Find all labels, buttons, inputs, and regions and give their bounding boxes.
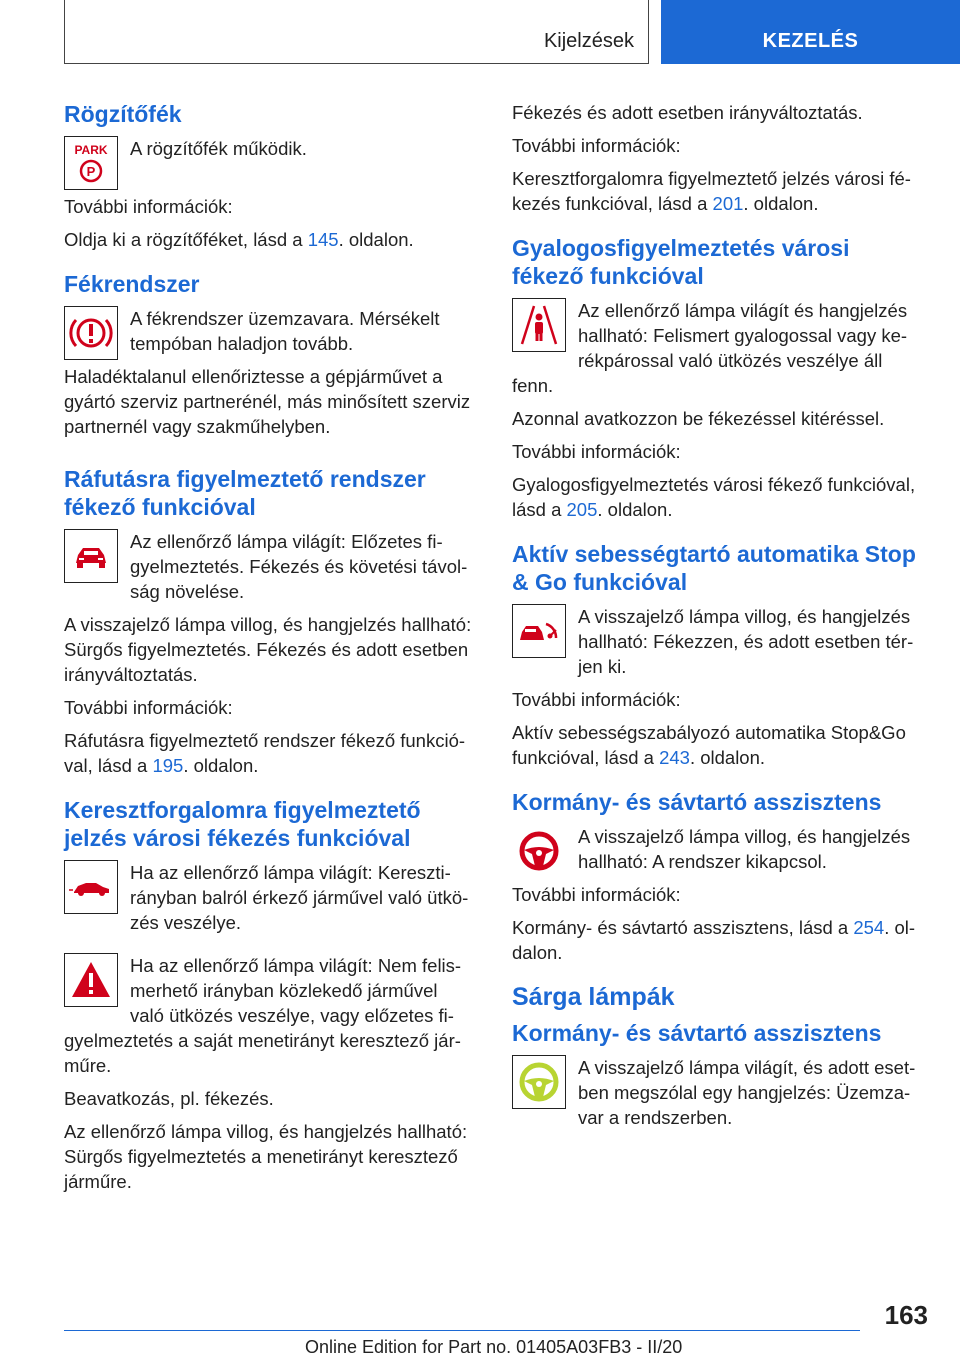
header-section <box>64 0 649 64</box>
cross-traffic-text1: Ha az ellenőrző lámpa világít: Keresztirányban balról érkező járművel való ütközés veszélye. <box>130 862 469 933</box>
footer-divider <box>64 1330 860 1331</box>
steering-wheel-red-icon <box>512 824 566 878</box>
pedestrian-warning-section <box>512 234 924 522</box>
steering-assist-text1: A visszajelző lámpa villog, és hangjelzés hallható: A rendszer kikapcsol. <box>578 826 911 872</box>
pedestrian-warning-ref: Gyalogosfigyelmeztetés városi fékező funkcióval, lásd a 205. oldalon. <box>512 474 916 520</box>
cross-traffic-ref: Keresztforgalomra figyelmeztető jelzés városi fékezés funkcióval, lásd a 201. oldalon. <box>512 168 911 214</box>
collision-warning-title: Ráfutásra figyelmeztető rendszer fékező funkcióval <box>64 466 426 520</box>
collision-warning-text2: A visszajelző lámpa villog, és hangjelzés hallható: Sürgős figyelmeztetés. Fékezés és adott esetben irányváltoztatás. <box>64 614 472 685</box>
page-link-243[interactable]: 243 <box>659 747 690 768</box>
brake-warning-icon <box>64 306 118 360</box>
brake-system-title: Fékrendszer <box>64 271 200 297</box>
left-column <box>64 100 476 1212</box>
warning-triangle-icon <box>64 953 118 1007</box>
collision-warning-ref: Ráfutásra figyelmeztető rendszer fékező funkcióval, lásd a 195. oldalon. <box>64 730 466 776</box>
collision-warning-text1: Az ellenőrző lámpa világít: Előzetes figyelmeztetés. Fékezés és követési távolság növelése. <box>130 531 468 602</box>
pedestrian-warning-text2: Azonnal avatkozzon be fékezéssel kitéréssel. <box>512 408 885 429</box>
page-link-205[interactable]: 205 <box>566 499 598 520</box>
cross-traffic-text3: Beavatkozás, pl. fékezés. <box>64 1088 274 1109</box>
steering-assist-yellow-section <box>512 1019 924 1138</box>
cross-traffic-text4: Az ellenőrző lámpa villog, és hangjelzés hallható: Sürgős figyelmeztetés a menetirányt keresztező járműre. <box>64 1121 468 1192</box>
pedestrian-warning-icon <box>512 298 566 352</box>
steering-assist-yellow-title: Kormány- és sávtartó asszisztens <box>512 1020 882 1046</box>
brake-system-text: A fékrendszer üzemzavara. Mérsékelt tempóban haladjon tovább. <box>130 308 440 354</box>
brake-system-advice: Haladéktalanul ellenőriztesse a gépjárművet a gyártó szerviz partnerénél, más minősített szerviz partnernél vagy szakműhelyben. <box>64 366 471 437</box>
header-chapter[interactable] <box>661 0 960 64</box>
steering-wheel-yellow-icon <box>512 1055 566 1109</box>
right-column <box>512 100 924 1156</box>
info-label: További információk: <box>64 697 233 718</box>
cross-traffic-title: Keresztforgalomra figyelmeztető jelzés városi fékezés funkcióval <box>64 797 421 851</box>
yellow-lamps-title: Sárga lámpák <box>512 983 675 1011</box>
page-number: 163 <box>884 1300 928 1330</box>
svg-text:P: P <box>86 164 96 179</box>
chapter-title: KEZELÉS <box>762 30 859 52</box>
acc-text1: A visszajelző lámpa villog, és hangjelzés hallható: Fékezzen, és adott esetben térjen ki. <box>578 606 914 677</box>
brake-system-section <box>64 270 476 447</box>
edition-footer: Online Edition for Part no. 01405A03FB3 - II/20 <box>305 1337 683 1357</box>
page-link-201[interactable]: 201 <box>712 193 744 214</box>
page-link-195[interactable]: 195 <box>152 755 184 776</box>
acc-warning-icon <box>512 604 566 658</box>
svg-text:PARK: PARK <box>74 143 108 157</box>
steering-assist-ref: Kormány- és sávtartó asszisztens, lásd a 254. oldalon. <box>512 917 916 963</box>
park-brake-text: A rögzítőfék működik. <box>130 138 307 159</box>
info-label: További információk: <box>512 884 681 905</box>
page-link-145[interactable]: 145 <box>307 229 339 250</box>
page-link-254[interactable]: 254 <box>853 917 885 938</box>
info-label: További információk: <box>512 441 681 462</box>
pedestrian-warning-title: Gyalogosfigyelmeztetés városi fékező funkcióval <box>512 235 850 289</box>
steering-assist-section <box>512 788 924 965</box>
cross-traffic-continued <box>512 100 924 216</box>
info-label: További információk: <box>512 689 681 710</box>
collision-warning-section <box>64 465 476 778</box>
acc-ref: Aktív sebességszabályozó automatika Stop&Go funkcióval, lásd a 243. oldalon. <box>512 722 906 768</box>
acc-title: Aktív sebességtartó automatika Stop & Go funkcióval <box>512 541 916 595</box>
collision-warning-icon <box>64 529 118 583</box>
section-title: Kijelzések <box>543 30 634 52</box>
cross-traffic-text2: Ha az ellenőrző lámpa világít: Nem felismerhető irányban közlekedő járművel való ütközés veszélye, vagy előzetes figyelmeztetés a saját menetirányt keresztező járműre. <box>64 955 462 1076</box>
park-brake-ref: Oldja ki a rögzítőféket, lásd a 145. oldalon. <box>64 229 414 250</box>
pedestrian-warning-text1: Az ellenőrző lámpa világít és hangjelzés hallható: Felismert gyalogossal vagy kerékpárossal való ütközés veszélye áll fenn. <box>512 300 908 396</box>
steering-assist-yellow-text1: A visszajelző lámpa világít, és adott esetben megszólal egy hangjelzés: Üzemzavar a rendszerben. <box>578 1057 916 1128</box>
info-label: További információk: <box>512 135 681 156</box>
park-brake-section <box>64 100 476 252</box>
cross-traffic-section <box>64 796 476 1194</box>
continued-text: Fékezés és adott esetben irányváltoztatás. <box>512 102 863 123</box>
steering-assist-title: Kormány- és sávtartó asszisztens <box>512 789 882 815</box>
acc-section <box>512 540 924 770</box>
cross-traffic-icon <box>64 860 118 914</box>
info-label: További információk: <box>64 196 233 217</box>
park-brake-icon <box>64 136 118 190</box>
park-brake-title: Rögzítőfék <box>64 101 182 127</box>
